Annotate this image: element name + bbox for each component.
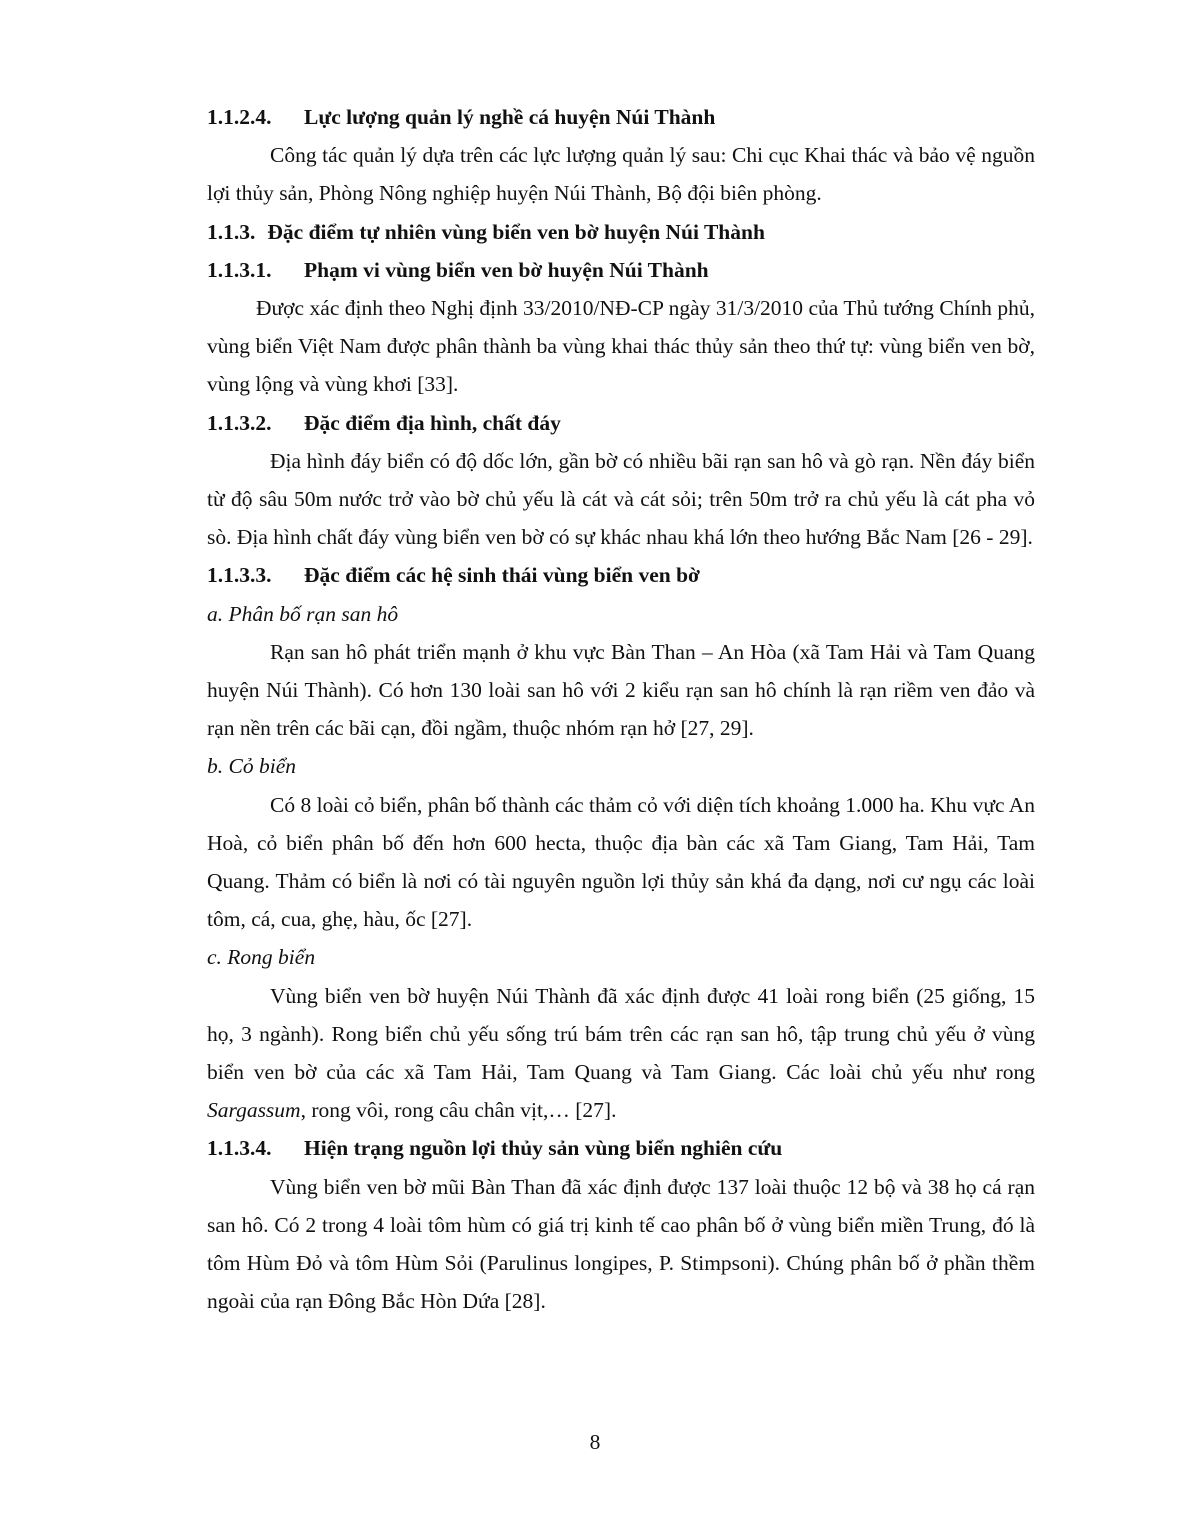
heading-number: 1.1.2.4.: [207, 105, 272, 129]
subheading-seagrass: b. Cỏ biển: [207, 754, 296, 779]
paragraph-text: , rong vôi, rong câu chân vịt,… [27].: [300, 1098, 617, 1123]
heading-number: 1.1.3.2.: [207, 410, 272, 435]
paragraph: [207, 977, 1035, 1130]
heading-1-1-3-1: [207, 251, 1035, 289]
page-number: 8: [589, 1430, 601, 1454]
heading-title: Đặc điểm các hệ sinh thái vùng biển ven bờ: [304, 563, 700, 588]
document-page: [207, 98, 1035, 1321]
heading-1-1-3: [207, 213, 1035, 251]
paragraph: Được xác định theo Nghị định 33/2010/NĐ-CP ngày 31/3/2010 của Thủ tướng Chính phủ, vùng biển Việt Nam được phân thành ba vùng khai thác thủy sản theo thứ tự: vùng biển ven bờ, vùng lộng và vùng khơi [33].: [207, 296, 1035, 397]
heading-title: Lực lượng quản lý nghề cá huyện Núi Thành: [304, 105, 716, 129]
paragraph: Có 8 loài cỏ biển, phân bố thành các thảm cỏ với diện tích khoảng 1.000 ha. Khu vực An Hoà, cỏ biển phân bố đến hơn 600 hecta, thuộc địa bàn các xã Tam Giang, Tam Hải, Tam Quang. Thảm có biển là nơi có tài nguyên nguồn lợi thủy sản khá đa dạng, nơi cư ngụ các loài tôm, cá, cua, ghẹ, hàu, ốc [27].: [207, 792, 1035, 932]
heading-1-1-3-4: [207, 1129, 1035, 1167]
heading-title: Phạm vi vùng biển ven bờ huyện Núi Thành: [304, 257, 709, 282]
heading-title: Đặc điểm địa hình, chất đáy: [304, 410, 561, 435]
heading-number: 1.1.3.3.: [207, 563, 272, 588]
paragraph: Vùng biển ven bờ mũi Bàn Than đã xác định được 137 loài thuộc 12 bộ và 38 họ cá rạn san hô. Có 2 trong 4 loài tôm hùm có giá trị kinh tế cao phân bố ở vùng biển miền Trung, đó là tôm Hùm Đỏ và tôm Hùm Sỏi (Parulinus longipes, P. Stimpsoni). Chúng phân bố ở phần thềm ngoài của rạn Đông Bắc Hòn Dứa [28].: [207, 1174, 1035, 1314]
species-name: Sargassum: [207, 1098, 301, 1123]
heading-1-1-3-2: [207, 404, 1035, 442]
heading-title: Hiện trạng nguồn lợi thủy sản vùng biển nghiên cứu: [304, 1136, 783, 1161]
paragraph-text: Vùng biển ven bờ huyện Núi Thành đã xác định được 41 loài rong biển (25 giống, 15 họ, 3 ngành). Rong biển chủ yếu sống trú bám trên các rạn san hô, tập trung chủ yếu ở vùng biển ven bờ của các xã Tam Hải, Tam Quang và Tam Giang. Các loài chủ yếu như rong: [207, 983, 1035, 1085]
subheading-seaweed: c. Rong biển: [207, 945, 316, 970]
paragraph: Rạn san hô phát triển mạnh ở khu vực Bàn Than – An Hòa (xã Tam Hải và Tam Quang huyện Núi Thành). Có hơn 130 loài san hô với 2 kiểu rạn san hô chính là rạn riềm ven đảo và rạn nền trên các bãi cạn, đồi ngầm, thuộc nhóm rạn hở [27, 29].: [207, 639, 1035, 741]
heading-number: 1.1.3.1.: [207, 257, 272, 282]
heading-1-1-2-4: [207, 98, 1035, 136]
heading-number: 1.1.3.: [207, 219, 256, 244]
paragraph: Công tác quản lý dựa trên các lực lượng quản lý sau: Chi cục Khai thác và bảo vệ nguồn lợi thủy sản, Phòng Nông nghiệp huyện Núi Thành, Bộ đội biên phòng.: [207, 143, 1035, 206]
subheading-coral-reef: a. Phân bố rạn san hô: [207, 601, 399, 626]
heading-1-1-3-3: [207, 556, 1035, 594]
heading-number: 1.1.3.4.: [207, 1136, 272, 1161]
heading-title: Đặc điểm tự nhiên vùng biển ven bờ huyện Núi Thành: [267, 219, 765, 244]
paragraph: Địa hình đáy biển có độ dốc lớn, gần bờ có nhiều bãi rạn san hô và gò rạn. Nền đáy biển từ độ sâu 50m nước trở vào bờ chủ yếu là cát và cát sỏi; trên 50m trở ra chủ yếu là cát pha vỏ sò. Địa hình chất đáy vùng biển ven bờ có sự khác nhau khá lớn theo hướng Bắc Nam [26 - 29].: [207, 448, 1035, 550]
